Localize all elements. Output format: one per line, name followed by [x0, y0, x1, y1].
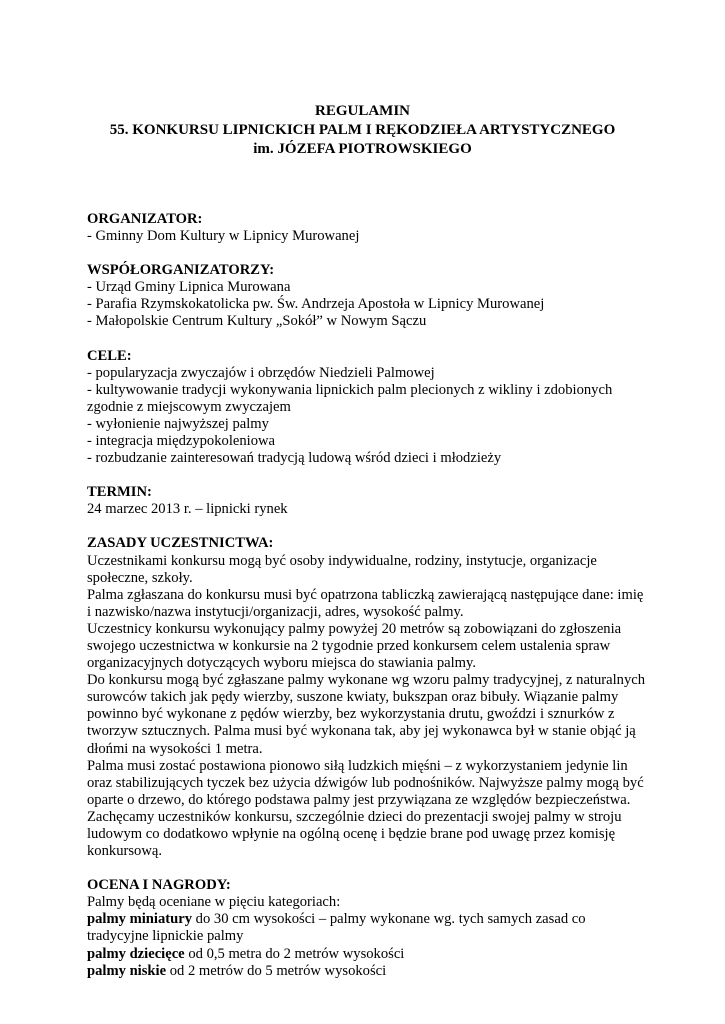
award-category-name: palmy dziecięce: [87, 945, 185, 962]
section-heading: CELE:: [87, 347, 132, 364]
section-heading: ZASADY UCZESTNICTWA:: [87, 535, 274, 552]
section-organizer: [87, 211, 647, 245]
award-category-desc: od 0,5 metra do 2 metrów wysokości: [184, 945, 405, 962]
list-item: - kultywowanie tradycji wykonywania lipnickich palm plecionych z wikliny i zdobionych zgodnie z miejscowym zwyczajem: [87, 381, 613, 415]
award-category: [87, 946, 647, 963]
list-item: - integracja międzypokoleniowa: [87, 433, 276, 450]
paragraph: Uczestnicy konkursu wykonujący palmy powyżej 20 metrów są zobowiązani do zgłoszenia swojego uczestnictwa w konkursie na 2 tygodnie przed konkursem celem ustalenia spraw organizacyjnych dotyczących wyboru miejsca do stawiania palmy.: [87, 620, 622, 672]
section-heading: TERMIN:: [87, 484, 152, 501]
paragraph: Uczestnikami konkursu mogą być osoby indywidualne, rodziny, instytucje, organizacje społeczne, szkoły.: [87, 552, 597, 586]
paragraph: Zachęcamy uczestników konkursu, szczególnie dzieci do prezentacji swojej palmy w stroju ludowym co dodatkowo wpłynie na ogólną ocenę i będzie brane pod uwagę przez komisję konkursową.: [87, 808, 622, 860]
award-category-name: palmy miniatury: [87, 911, 192, 928]
paragraph: Do konkursu mogą być zgłaszane palmy wykonane wg wzoru palmy tradycyjnej, z naturalnych surowców takich jak pędy wierzby, suszone kwiaty, bukszpan oraz bibuły. Wiązanie palmy powinno być wykonane z pędów wierzby, bez wykorzystania drutu, gwoździ i sznurków z tworzyw sztucznych. Palma musi być wykonana tak, aby jej wykonawca był w stanie objąć ją dłońmi na wysokości 1 metra.: [87, 672, 646, 757]
section-awards: [87, 877, 647, 980]
title-line-2: 55. KONKURSU LIPNICKICH PALM I RĘKODZIEŁA ARTYSTYCZNEGO: [109, 122, 616, 138]
title-line-1: REGULAMIN: [314, 103, 410, 119]
section-heading: WSPÓŁORGANIZATORZY:: [87, 262, 275, 279]
award-category-desc: od 2 metrów do 5 metrów wysokości: [166, 962, 387, 979]
paragraph: Palma zgłaszana do konkursu musi być opatrzona tabliczką zawierającą następujące dane: imię i nazwisko/nazwa instytucji/organizacji, adres, wysokość palmy.: [87, 586, 644, 620]
section-heading: OCENA I NAGRODY:: [87, 877, 231, 894]
section-rules: [87, 535, 647, 860]
list-item: - rozbudzanie zainteresowań tradycją ludową wśród dzieci i młodzieży: [87, 450, 502, 467]
document-body: [87, 211, 647, 997]
list-item: - Gminny Dom Kultury w Lipnicy Murowanej: [87, 228, 360, 245]
list-item: - Urząd Gminy Lipnica Murowana: [87, 279, 291, 296]
list-item: - Małopolskie Centrum Kultury „Sokół” w Nowym Sączu: [87, 313, 427, 330]
title-line-3: im. JÓZEFA PIOTROWSKIEGO: [253, 141, 472, 157]
section-term: [87, 484, 647, 518]
award-category: [87, 911, 647, 945]
award-category-desc: do 30 cm wysokości – palmy wykonane wg. tych samych zasad co tradycyjne lipnickie palmy: [87, 911, 586, 945]
list-item: - popularyzacja zwyczajów i obrzędów Niedzieli Palmowej: [87, 364, 435, 381]
document-title: [0, 102, 725, 159]
list-item: - wyłonienie najwyższej palmy: [87, 415, 269, 432]
awards-intro: Palmy będą oceniane w pięciu kategoriach:: [87, 894, 341, 911]
term-text: 24 marzec 2013 r. – lipnicki rynek: [87, 501, 288, 518]
section-coorganizers: [87, 262, 647, 330]
paragraph: Palma musi zostać postawiona pionowo siłą ludzkich mięśni – z wykorzystaniem jedynie lin oraz stabilizujących tyczek bez użycia dźwigów lub podnośników. Najwyższe palmy mogą być oparte o drzewo, do którego podstawa palmy jest przywiązana ze względów bezpieczeństwa.: [87, 757, 644, 808]
section-heading: ORGANIZATOR:: [87, 211, 203, 227]
award-category: [87, 963, 647, 980]
award-category-name: palmy niskie: [87, 962, 167, 979]
list-item: - Parafia Rzymskokatolicka pw. Św. Andrzeja Apostoła w Lipnicy Murowanej: [87, 296, 545, 313]
section-goals: [87, 348, 647, 468]
